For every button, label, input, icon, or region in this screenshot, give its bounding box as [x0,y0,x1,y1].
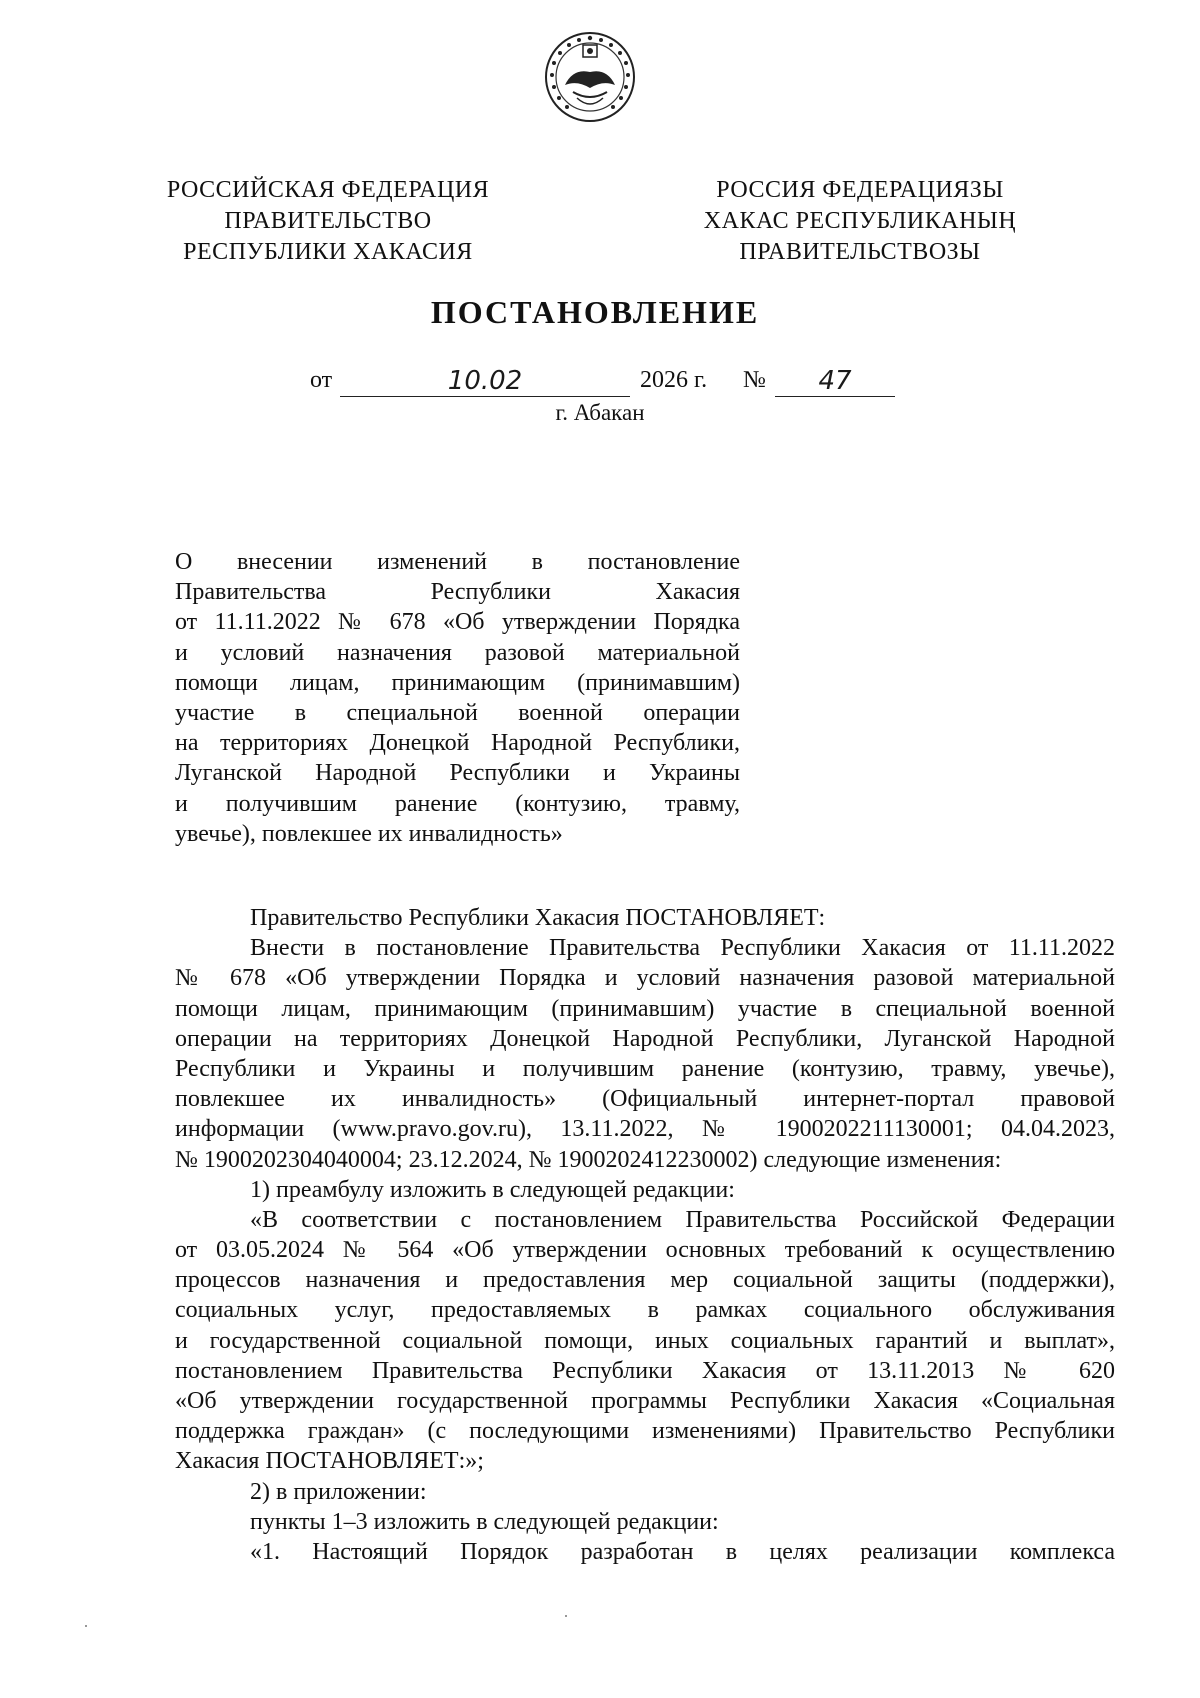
header-left-line: РЕСПУБЛИКИ ХАКАСИЯ [183,239,473,265]
body-line: «В соответствии с постановлением Правительства Российской Федерации [250,1206,1115,1233]
document-body [175,903,1115,1567]
document-title: ПОСТАНОВЛЕНИЕ [430,294,760,330]
header-left [148,175,508,268]
body-line: Внести в постановление Правительства Республики Хакасия от 11.11.2022 [250,935,1115,962]
handwritten-date: 10.02 [340,366,630,397]
body-line: операции на территориях Донецкой Народной Республики, Луганской Народной [175,1025,1115,1052]
body-line: постановлением Правительства Республики Хакасия от 13.11.2013 № 620 [175,1357,1115,1384]
body-line: 2) в приложении: [250,1478,427,1505]
header-left-line: РОССИЙСКАЯ ФЕДЕРАЦИЯ [166,177,490,203]
body-line: информации (www.pravo.gov.ru), 13.11.2022, № 1900202211130001; 04.04.2023, [175,1116,1115,1143]
coat-of-arms-emblem [543,30,637,124]
date-prefix: от [310,367,333,393]
subject-line: Правительства Республики Хакасия [175,579,740,606]
body-line: процессов назначения и предоставления мер социальной защиты (поддержки), [175,1267,1115,1294]
subject-line: и условий назначения разовой материальной [175,639,740,666]
body-line: 1) преамбулу изложить в следующей редакции: [250,1176,735,1203]
body-line: повлекшее их инвалидность» (Официальный интернет-портал правовой [175,1086,1115,1113]
subject-line: на территориях Донецкой Народной Республики, [175,730,740,757]
body-line: и государственной социальной помощи, иных социальных гарантий и выплат», [175,1327,1115,1354]
header-right-line: РОССИЯ ФЕДЕРАЦИЯЗЫ [716,177,1004,203]
subject-line: помощи лицам, принимающим (принимавшим) [175,669,740,696]
header-right-line: ПРАВИТЕЛЬСТВОЗЫ [739,239,981,265]
scan-speck [565,1615,567,1617]
khakassia-coat-of-arms-icon [543,30,637,124]
subject-line: Луганской Народной Республики и Украины [175,760,740,787]
subject-line: от 11.11.2022 № 678 «Об утверждении Порядка [175,609,740,636]
subject-line: и получившим ранение (контузию, травму, [175,790,740,817]
subject-line: увечье), повлекшее их инвалидность» [175,820,563,847]
body-line: № 678 «Об утверждении Порядка и условий назначения разовой материальной [175,965,1115,992]
body-line: поддержка граждан» (с последующими изменениями) Правительство Республики [175,1418,1115,1445]
header-right [680,175,1040,268]
body-line: Хакасия ПОСТАНОВЛЯЕТ:»; [175,1448,484,1475]
body-line: от 03.05.2024 № 564 «Об утверждении основных требований к осуществлению [175,1237,1115,1264]
header-right-line: ХАКАС РЕСПУБЛИКАНЫҢ [703,208,1017,234]
city-name: г. Абакан [555,400,645,425]
scan-speck [85,1625,87,1627]
handwritten-number: 47 [775,366,895,397]
header-left-line: ПРАВИТЕЛЬСТВО [224,208,432,234]
body-line: «1. Настоящий Порядок разработан в целях реализации комплекса [250,1538,1115,1565]
body-line: № 1900202304040004; 23.12.2024, № 1900202412230002) следующие изменения: [175,1146,1002,1173]
body-line: помощи лицам, принимающим (принимавшим) участие в специальной военной [175,995,1115,1022]
body-line: социальных услуг, предоставляемых в рамках социального обслуживания [175,1297,1115,1324]
body-line: Республики и Украины и получившим ранение (контузию, травму, увечье), [175,1055,1115,1082]
subject-line: участие в специальной военной операции [175,699,740,726]
date-year: 2026 г. [640,367,708,393]
body-line: «Об утверждении государственной программы Республики Хакасия «Социальная [175,1388,1115,1414]
body-line: Правительство Республики Хакасия ПОСТАНОВЛЯЕТ: [250,905,826,931]
subject-line: О внесении изменений в постановление [175,549,740,575]
number-label: № [743,367,766,393]
document-subject [175,547,740,849]
body-line: пункты 1–3 изложить в следующей редакции: [250,1508,719,1535]
